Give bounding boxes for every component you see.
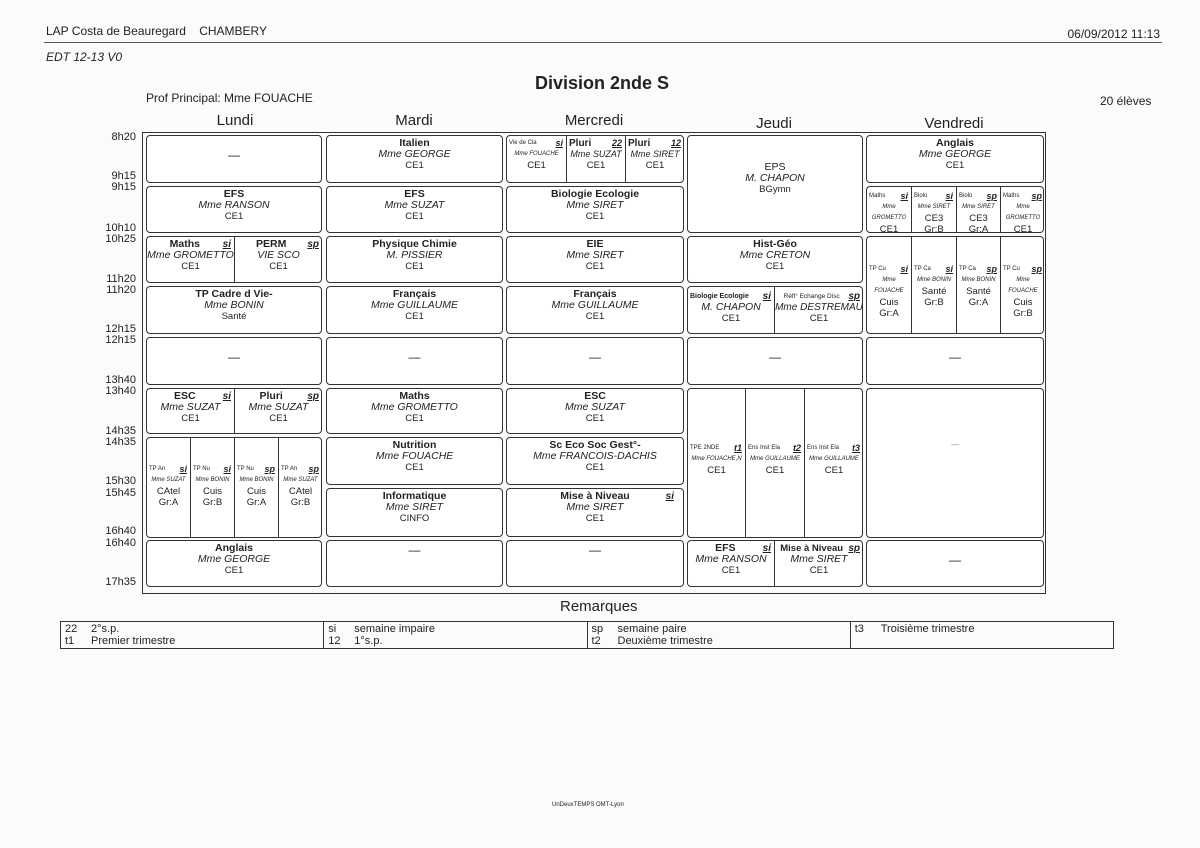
day-jeudi: Jeudi (756, 115, 792, 132)
time-label: 11h20 (106, 273, 136, 285)
course-physique: Physique Chimie M. PISSIER CE1 (326, 236, 503, 283)
course-nutrition: Nutrition Mme FOUACHE CE1 (326, 437, 503, 485)
timetable-grid (142, 132, 1046, 594)
slot-empty: — (506, 337, 684, 385)
course-tp-groups: TP Cu si Mme FOUACHE Cuis Gr:A TP Ca si Mme BONIN Santé Gr:B TP Ca sp Mme BONIN Santé Gr:A TP Cu sp Mme FOUACHE Cuis Gr:B (866, 236, 1044, 334)
course-tp-groups: TP An si Mme SUZAT CAtel Gr:A TP Nu si Mme BONIN Cuis Gr:B TP Nu sp Mme BONIN Cuis Gr:A TP An sp Mme SUZAT CAtel Gr:B (146, 437, 322, 538)
student-count: 20 élèves (1100, 94, 1152, 108)
time-label: 10h10 (105, 222, 136, 234)
course-eie: EIE Mme SIRET CE1 (506, 236, 684, 283)
course-francais: Français Mme GUILLAUME CE1 (506, 286, 684, 334)
time-label: 13h40 (105, 385, 136, 397)
print-datetime: 06/09/2012 11:13 (1067, 27, 1160, 41)
prof-principal: Prof Principal: Mme FOUACHE (146, 91, 313, 105)
footer-software: UnDeuxTEMPS OMT-Lyon (552, 802, 624, 808)
course-tpe-eie: TPE 2NDE t1 Mme FOUACHE,N CE1 Ens Inst Ela t2 Mme GUILLAUME CE1 Ens Inst Ela t3 Mme GUILLAUME CE1 (687, 388, 863, 538)
time-label: 8h20 (111, 131, 136, 143)
time-label: 9h15 (111, 181, 136, 193)
time-label: 9h15 (111, 170, 136, 182)
day-vendredi: Vendredi (924, 115, 984, 132)
slot-empty: — (326, 337, 503, 385)
course-maths: Maths Mme GROMETTO CE1 (326, 388, 503, 434)
time-label: 16h40 (105, 525, 136, 537)
course-esc-pluri: ESC si Mme SUZAT CE1 Pluri sp Mme SUZAT CE1 (146, 388, 322, 434)
course-maths-biolo-groups: Maths si Mme GROMETTO CE1 Biolo si Mme SIRET CE3 Gr:B Biolo sp Mme SIRET CE3 Gr:A Maths sp Mme GROMETTO CE1 (866, 186, 1044, 233)
slot-empty: — (326, 540, 503, 587)
slot-empty: — (866, 388, 1044, 538)
course-maths-perm: Maths si Mme GROMETTO CE1 PERM sp VIE SCO CE1 (146, 236, 322, 283)
course-esc: ESC Mme SUZAT CE1 (506, 388, 684, 434)
legend-item: si semaine impaire 12 1°s.p. (324, 622, 587, 649)
legend-item: 22 2°s.p. t1 Premier trimestre (61, 622, 324, 649)
page-title: Division 2nde S (535, 73, 670, 93)
slot-empty: — (506, 540, 684, 587)
legend-item: sp semaine paire t2 Deuxième trimestre (587, 622, 850, 649)
course-vie-pluri: Vie de Cla si Mme FOUACHE CE1 Pluri 22 Mme SUZAT CE1 Pluri 12 Mme SIRET CE1 (506, 135, 684, 183)
time-label: 15h45 (105, 487, 136, 499)
course-sc-eco: Sc Eco Soc Gest°- Mme FRANCOIS-DACHIS CE1 (506, 437, 684, 485)
time-label: 16h40 (105, 537, 136, 549)
time-label: 15h30 (105, 475, 136, 487)
slot-empty: — (146, 337, 322, 385)
version: EDT 12-13 V0 (46, 50, 123, 64)
time-label: 10h25 (105, 233, 136, 245)
course-hist-geo: Hist-Géo Mme CRETON CE1 (687, 236, 863, 283)
table-row (61, 622, 1114, 649)
legend-item: t3 Troisième trimestre (850, 622, 1113, 649)
day-mardi: Mardi (395, 112, 433, 129)
slot-empty: — (146, 135, 322, 183)
course-anglais: Anglais Mme GEORGE CE1 (146, 540, 322, 587)
time-label: 14h35 (105, 425, 136, 437)
slot-empty: — (866, 337, 1044, 385)
course-efs-mise: EFS si Mme RANSON CE1 Mise à Niveau sp Mme SIRET CE1 (687, 540, 863, 587)
time-label: 14h35 (105, 436, 136, 448)
course-mise-a-niveau: Mise à Niveau si Mme SIRET CE1 (506, 488, 684, 537)
remarques-table (60, 621, 1114, 649)
day-lundi: Lundi (216, 112, 254, 129)
course-tp-cadre: TP Cadre d Vie- Mme BONIN Santé (146, 286, 322, 334)
course-efs: EFS Mme RANSON CE1 (146, 186, 322, 233)
school-name: LAP Costa de Beauregard CHAMBERY (46, 24, 268, 38)
slot-empty: — (866, 540, 1044, 587)
time-label: 13h40 (105, 374, 136, 386)
course-biologie: Biologie Ecologie Mme SIRET CE1 (506, 186, 684, 233)
remarques-title: Remarques (560, 598, 638, 615)
course-anglais: Anglais Mme GEORGE CE1 (866, 135, 1044, 183)
course-bio-refl: Biologie Ecologie si M. CHAPON CE1 Réfl° Echange Disc sp Mme DESTREMAU CE1 (687, 286, 863, 334)
header-rule (44, 42, 1162, 43)
day-mercredi: Mercredi (564, 112, 624, 129)
time-label: 12h15 (105, 323, 136, 335)
course-eps: EPS M. CHAPON BGymn (687, 135, 863, 233)
course-francais: Français Mme GUILLAUME CE1 (326, 286, 503, 334)
slot-empty: — (687, 337, 863, 385)
course-italien: Italien Mme GEORGE CE1 (326, 135, 503, 183)
course-efs: EFS Mme SUZAT CE1 (326, 186, 503, 233)
time-label: 12h15 (105, 334, 136, 346)
time-label: 17h35 (105, 576, 136, 588)
time-label: 11h20 (106, 284, 136, 296)
course-informatique: Informatique Mme SIRET CINFO (326, 488, 503, 537)
